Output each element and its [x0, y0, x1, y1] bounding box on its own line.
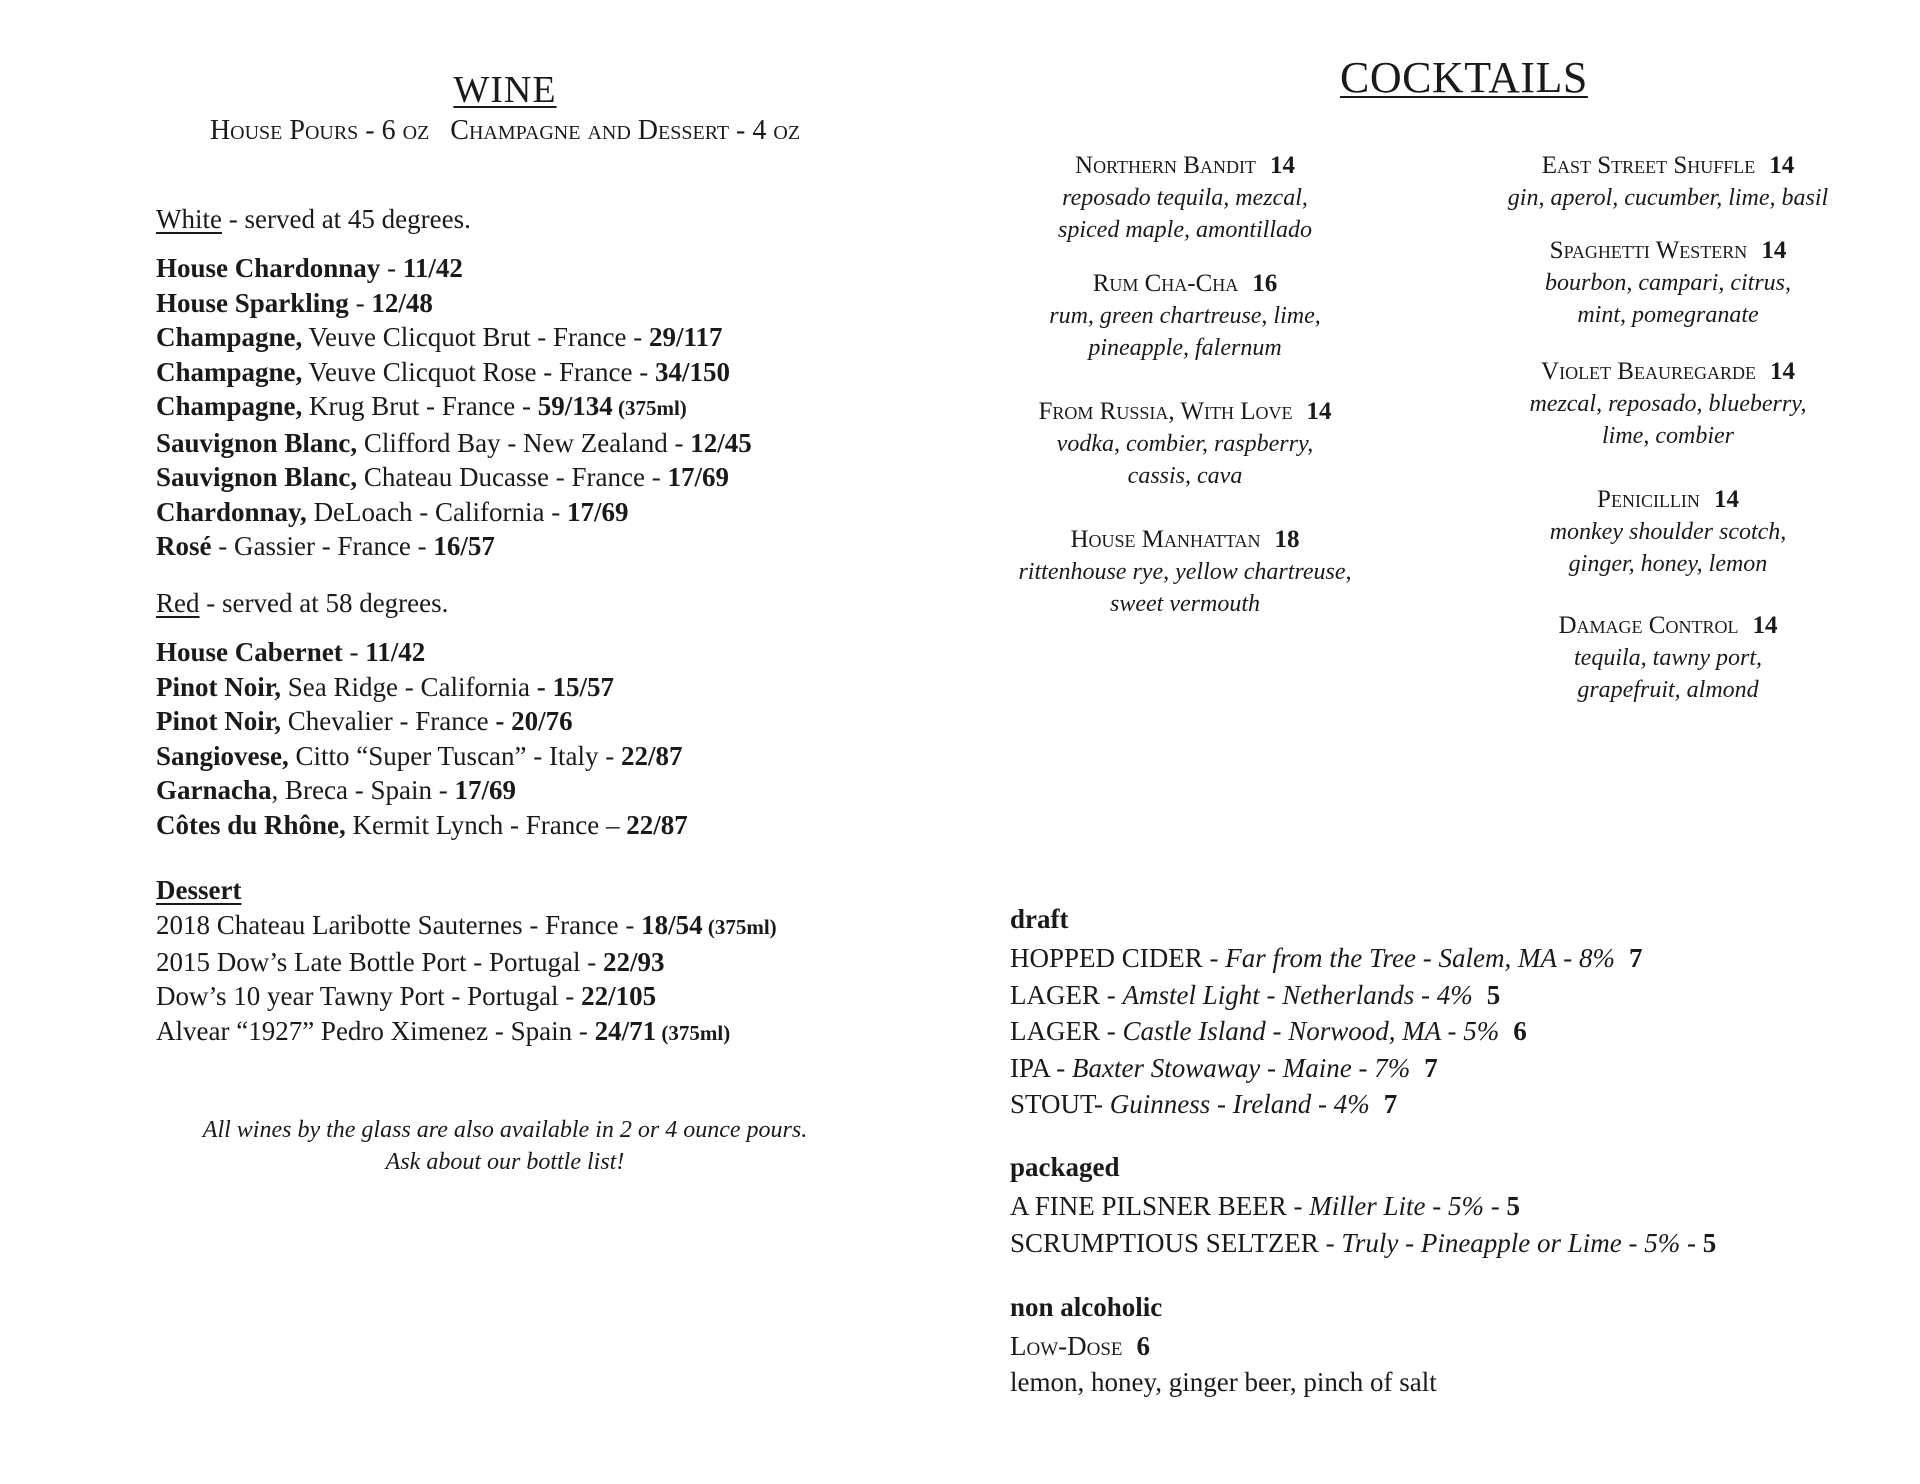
dessert-wine-item: [156, 1014, 777, 1051]
wine-price: 11/42: [402, 253, 463, 283]
red-section-heading: [156, 588, 448, 619]
beer-detail: Miller Lite - 5% -: [1309, 1191, 1507, 1221]
draft-item: [1010, 940, 1642, 977]
cocktail-price: 14: [1713, 486, 1739, 513]
red-wine-item: [156, 704, 688, 739]
cocktail-ingredients-line1: vodka, combier, raspberry,: [1056, 431, 1314, 457]
cocktail-ingredients-line2: spiced maple, amontillado: [1058, 217, 1312, 243]
cocktail-price: 14: [1752, 612, 1778, 639]
wine-detail: Sea Ridge - California: [281, 671, 530, 702]
cocktail-price: 14: [1769, 152, 1795, 179]
wine-name: Garnacha: [156, 775, 272, 805]
cocktail-name: Spaghetti Western: [1549, 237, 1748, 264]
beer-price: 6: [1513, 1016, 1527, 1046]
non-alcoholic-item: [1010, 1328, 1150, 1365]
non-alcoholic-desc: lemon, honey, ginger beer, pinch of salt: [1010, 1367, 1437, 1397]
wine-detail: - Gassier - France -: [211, 531, 434, 561]
wine-footnote-line2: Ask about our bottle list!: [385, 1149, 625, 1175]
beer-detail: Far from the Tree - Salem, MA - 8%: [1225, 943, 1615, 973]
draft-item: [1010, 1086, 1397, 1123]
cocktail-ingredients-line1: monkey shoulder scotch,: [1549, 519, 1787, 545]
dessert-wine-item: [156, 908, 777, 945]
wine-detail: Alvear “1927” Pedro Ximenez - Spain -: [156, 1015, 595, 1046]
wine-name: Champagne,: [156, 356, 303, 387]
wine-detail: Veuve Clicquot Brut - France -: [302, 322, 649, 352]
white-heading: White: [156, 204, 222, 234]
wine-detail: -: [342, 637, 366, 667]
cocktail-name: East Street Shuffle: [1541, 152, 1756, 179]
cocktail-header: [965, 150, 1405, 182]
wine-price: 12/45: [690, 427, 752, 458]
beer-price: 5: [1486, 979, 1501, 1010]
beer-detail: Guinness - Ireland - 4%: [1109, 1089, 1370, 1119]
cocktail-item: [1448, 150, 1888, 214]
cocktail-name: Damage Control: [1558, 612, 1739, 639]
cocktail-name: Penicillin: [1597, 486, 1700, 513]
cocktail-item: [1448, 610, 1888, 706]
beer-price: 7: [1628, 943, 1643, 973]
wine-footnote: [0, 1114, 1010, 1178]
wine-price: 12/48: [371, 287, 433, 318]
wine-footnote-line1: All wines by the glass are also available in 2 or 4 ounce pours.: [202, 1117, 808, 1143]
cocktail-item: [965, 150, 1405, 246]
cocktail-item: [1448, 484, 1888, 580]
non-alcoholic-name: Low-Dose: [1010, 1331, 1123, 1361]
wine-price: 22/87: [626, 809, 688, 840]
beer-detail: Castle Island - Norwood, MA - 5%: [1122, 1016, 1500, 1046]
wine-name: Sangiovese,: [156, 740, 289, 771]
cocktail-ingredients-line2: ginger, honey, lemon: [1568, 551, 1768, 577]
wine-subtitle: House Pours - 6 oz Champagne and Dessert - 4 oz: [209, 115, 801, 146]
beer-style: IPA -: [1010, 1052, 1073, 1083]
wine-name: Côtes du Rhône,: [156, 809, 346, 840]
beer-price: 5: [1702, 1227, 1717, 1258]
wine-name: Champagne,: [156, 322, 303, 352]
cocktail-ingredients-line2: sweet vermouth: [1110, 591, 1260, 617]
cocktail-ingredients-line1: reposado tequila, mezcal,: [1062, 185, 1308, 211]
cocktail-ingredients-line1: rum, green chartreuse, lime,: [1049, 303, 1321, 329]
cocktail-ingredients-line2: mint, pomegranate: [1577, 302, 1759, 328]
cocktail-ingredients-line2: cassis, cava: [1127, 463, 1243, 489]
bottle-size: (375ml): [656, 1020, 731, 1045]
cocktail-name: Rum Cha-Cha: [1092, 270, 1239, 297]
wine-price: 22/93: [602, 946, 665, 977]
red-wine-item: [156, 773, 688, 808]
white-wine-item: [156, 286, 752, 321]
cocktail-header: [1448, 356, 1888, 388]
beer-style: LAGER -: [1010, 979, 1123, 1010]
wine-price: 59/134: [537, 391, 613, 421]
white-wine-list: [156, 251, 752, 564]
cocktail-item: [965, 524, 1405, 620]
white-section-heading: [156, 204, 471, 235]
packaged-heading: packaged: [1010, 1152, 1120, 1182]
wine-price: 34/150: [654, 356, 730, 387]
red-wine-item: [156, 808, 688, 843]
white-wine-item: [156, 389, 752, 426]
beer-detail: Truly - Pineapple or Lime - 5% -: [1341, 1227, 1703, 1258]
cocktail-ingredients-line2: grapefruit, almond: [1577, 677, 1759, 703]
cocktail-header: [965, 396, 1405, 428]
wine-name: Pinot Noir,: [156, 671, 282, 702]
wine-price: - 20/76: [488, 706, 573, 736]
white-wine-item: [156, 529, 752, 564]
red-serving-note: - served at 58 degrees.: [199, 588, 449, 618]
wine-detail: Veuve Clicquot Rose - France -: [302, 356, 655, 387]
wine-detail: Dow’s 10 year Tawny Port - Portugal -: [156, 981, 582, 1011]
cocktail-header: [1448, 150, 1888, 182]
beer-price: 7: [1424, 1052, 1438, 1083]
wine-detail: Chateau Ducasse - France -: [357, 462, 668, 492]
wine-detail: -: [348, 287, 372, 318]
cocktail-price: 14: [1761, 237, 1787, 264]
cocktail-price: 14: [1306, 398, 1332, 425]
white-wine-item: [156, 460, 752, 495]
beer-style: HOPPED CIDER -: [1010, 943, 1226, 973]
dessert-heading: Dessert: [156, 875, 242, 905]
dessert-wine-item: [156, 979, 777, 1014]
cocktail-header: [965, 268, 1405, 300]
wine-detail: -: [380, 253, 403, 283]
wine-price: 16/57: [433, 531, 495, 561]
dessert-wine-item: [156, 945, 777, 980]
cocktail-ingredients-line2: pineapple, falernum: [1088, 335, 1282, 361]
red-heading: Red: [156, 588, 200, 618]
cocktail-name: Northern Bandit: [1075, 152, 1256, 179]
wine-price: 17/69: [566, 496, 629, 527]
cocktail-ingredients-line1: rittenhouse rye, yellow chartreuse,: [1018, 559, 1352, 585]
beer-style: LAGER -: [1010, 1016, 1123, 1046]
cocktail-item: [1448, 356, 1888, 452]
wine-price: 17/69: [667, 462, 729, 492]
bottle-size: (375ml): [702, 915, 777, 939]
cocktail-name: From Russia, With Love: [1038, 398, 1293, 425]
wine-name: Sauvignon Blanc,: [156, 462, 358, 492]
cocktail-ingredients-line1: bourbon, campari, citrus,: [1545, 270, 1791, 296]
wine-price: 22/105: [581, 981, 657, 1011]
beer-price: 7: [1383, 1089, 1398, 1119]
cocktail-price: 16: [1252, 270, 1278, 297]
wine-price: - 15/57: [529, 671, 614, 702]
cocktail-item: [1448, 235, 1888, 331]
cocktail-item: [965, 396, 1405, 492]
cocktails-title: COCKTAILS: [1340, 53, 1588, 102]
beer-style: STOUT-: [1010, 1089, 1110, 1119]
wine-price: 24/71: [594, 1015, 657, 1046]
non-alcoholic-price: 6: [1136, 1331, 1151, 1361]
cocktail-name: Violet Beauregarde: [1541, 358, 1756, 385]
white-wine-item: [156, 495, 752, 530]
wine-name: House Sparkling: [156, 287, 349, 318]
beer-detail: Amstel Light - Netherlands - 4%: [1122, 979, 1473, 1010]
wine-price: 11/42: [365, 637, 426, 667]
wine-detail: Citto “Super Tuscan” - Italy -: [288, 740, 621, 771]
cocktail-price: 14: [1769, 358, 1795, 385]
wine-name: Sauvignon Blanc,: [156, 427, 358, 458]
cocktail-header: [1448, 484, 1888, 516]
draft-item: [1010, 977, 1500, 1014]
cocktail-name: House Manhattan: [1070, 526, 1261, 553]
bottle-size: (375ml): [612, 396, 687, 420]
wine-price: 22/87: [620, 740, 683, 771]
white-wine-item: [156, 320, 752, 355]
packaged-item: [1010, 1188, 1520, 1225]
packaged-item: [1010, 1225, 1716, 1262]
wine-detail: 2015 Dow’s Late Bottle Port - Portugal -: [156, 946, 603, 977]
white-serving-note: - served at 45 degrees.: [221, 204, 471, 234]
beer-style: SCRUMPTIOUS SELTZER -: [1010, 1227, 1342, 1258]
dessert-wine-list: [156, 908, 777, 1050]
red-wine-item: [156, 739, 688, 774]
wine-name: House Chardonnay: [156, 253, 381, 283]
wine-detail: DeLoach - California -: [306, 496, 567, 527]
cocktail-ingredients-line1: gin, aperol, cucumber, lime, basil: [1507, 185, 1829, 211]
wine-name: Rosé: [156, 531, 212, 561]
cocktail-price: 14: [1269, 152, 1295, 179]
cocktail-item: [965, 268, 1405, 364]
wine-detail: Kermit Lynch - France –: [345, 809, 627, 840]
draft-heading: draft: [1010, 904, 1069, 934]
red-wine-list: [156, 635, 688, 842]
cocktail-ingredients-line1: mezcal, reposado, blueberry,: [1529, 391, 1807, 417]
wine-detail: 2018 Chateau Laribotte Sauternes - France -: [156, 910, 642, 940]
cocktail-ingredients-line1: tequila, tawny port,: [1574, 645, 1762, 671]
non-alcoholic-heading: non alcoholic: [1010, 1292, 1163, 1322]
wine-price: 17/69: [454, 775, 516, 805]
wine-detail: Chevalier - France: [281, 706, 489, 736]
beer-style: A FINE PILSNER BEER -: [1010, 1191, 1310, 1221]
cocktail-price: 18: [1274, 526, 1300, 553]
wine-detail: , Breca - Spain -: [271, 775, 455, 805]
wine-name: Pinot Noir,: [156, 706, 282, 736]
draft-item: [1010, 1013, 1527, 1050]
cocktail-header: [965, 524, 1405, 556]
white-wine-item: [156, 355, 752, 390]
wine-name: Champagne,: [156, 391, 303, 421]
wine-title: WINE: [453, 69, 557, 111]
wine-price: 29/117: [648, 322, 723, 352]
wine-detail: Krug Brut - France -: [302, 391, 538, 421]
wine-price: 18/54: [641, 910, 703, 940]
white-wine-item: [156, 426, 752, 461]
cocktail-header: [1448, 610, 1888, 642]
white-wine-item: [156, 251, 752, 286]
draft-item: [1010, 1050, 1438, 1087]
cocktail-ingredients-line2: lime, combier: [1602, 423, 1734, 449]
beer-detail: Baxter Stowaway - Maine - 7%: [1072, 1052, 1411, 1083]
wine-detail: Clifford Bay - New Zealand -: [357, 427, 691, 458]
wine-name: House Cabernet: [156, 637, 343, 667]
cocktail-header: [1448, 235, 1888, 267]
wine-name: Chardonnay,: [156, 496, 307, 527]
red-wine-item: [156, 670, 688, 705]
beer-price: 5: [1506, 1191, 1520, 1221]
red-wine-item: [156, 635, 688, 670]
